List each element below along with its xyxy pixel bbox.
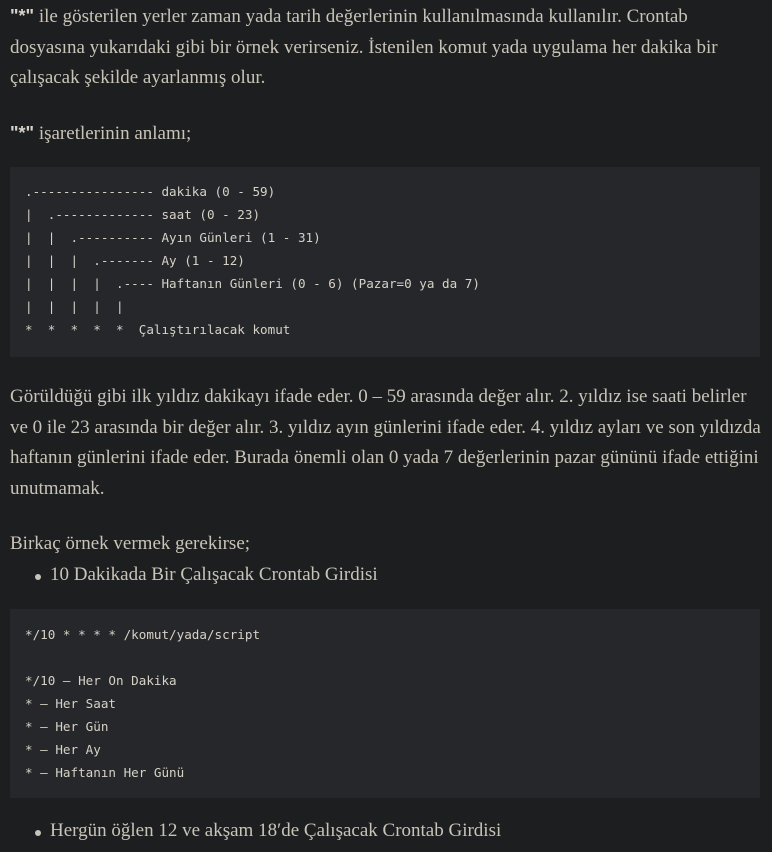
example-code-line: * – Her Saat	[25, 696, 116, 711]
examples-intro: Birkaç örnek vermek gerekirse;	[10, 533, 251, 554]
example-code-line: */10 – Her On Dakika	[25, 673, 177, 688]
explanation-paragraph: Görüldüğü gibi ilk yıldız dakikayı ifade eder. 0 – 59 arasında değer alır. 2. yıldız ise saati belirler ve 0 ile 23 arasında bir değer alır. 3. yıldız ayın günlerini ifade eder. 4. yıldız ayları ve son yıldızda haftanın günlerini ifade eder. Burada önemli olan 0 yada 7 değerlerinin pazar gününü ifade ettiğini unutmamak.	[10, 386, 761, 499]
examples-list	[10, 560, 762, 591]
example-code-line: * – Her Ay	[25, 742, 101, 757]
cron-diagram-line: .---------------- dakika (0 - 59)	[25, 184, 276, 199]
example-code-line: * – Her Gün	[25, 719, 109, 734]
meaning-stars-label: "*"	[10, 123, 35, 143]
intro-stars-label: "*"	[10, 6, 35, 26]
cron-diagram-line: | | .---------- Ayın Günleri (1 - 31)	[25, 230, 321, 245]
cron-diagram-code-block	[10, 167, 760, 357]
list-item	[10, 560, 762, 591]
meaning-heading-text: işaretlerinin anlamı;	[34, 123, 192, 144]
cron-diagram-line: | | | | |	[25, 299, 124, 314]
meaning-heading	[10, 118, 762, 150]
cron-diagram-line: | | | .------- Ay (1 - 12)	[25, 253, 245, 268]
intro-paragraph	[10, 1, 762, 94]
cron-diagram-line: | | | | .---- Haftanın Günleri (0 - 6) (Pazar=0 ya da 7)	[25, 276, 480, 291]
list-item	[10, 816, 762, 847]
cron-diagram-line: | .------------- saat (0 - 23)	[25, 207, 261, 222]
examples-list	[10, 816, 762, 847]
cron-diagram-line: * * * * * Çalıştırılacak komut	[25, 322, 291, 337]
example-title: 10 Dakikada Bir Çalışacak Crontab Girdisi	[50, 564, 378, 585]
example-code-line: */10 * * * * /komut/yada/script	[25, 627, 261, 642]
intro-text: ile gösterilen yerler zaman yada tarih değerlerinin kullanılmasında kullanılır. Crontab dosyasına yukarıdaki gibi bir örnek verirseniz. İstenilen komut yada uygulama her dakika bir çalışacak şekilde ayarlanmış olur.	[10, 6, 718, 88]
bullet-icon	[35, 830, 41, 836]
example-code-line: * – Haftanın Her Günü	[25, 765, 185, 780]
example-code-block	[10, 609, 760, 798]
example-title: Hergün öğlen 12 ve akşam 18′de Çalışacak Crontab Girdisi	[50, 820, 502, 841]
bullet-icon	[35, 574, 41, 580]
